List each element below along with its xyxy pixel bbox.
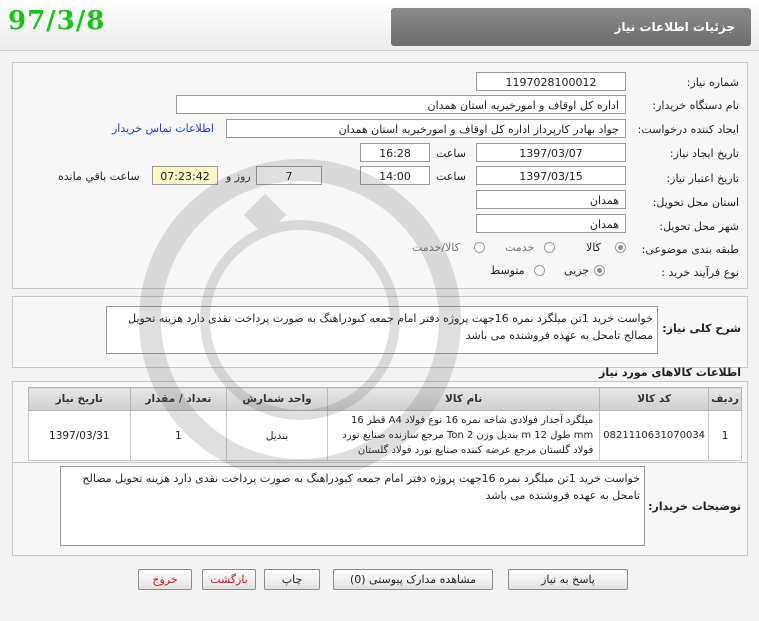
delivery-city-label: شهر محل تحویل:	[659, 220, 739, 233]
category-goods-text: کالا	[586, 241, 601, 254]
category-service-text: خدمت	[505, 241, 535, 254]
reply-button[interactable]: پاسخ به نیاز	[508, 569, 628, 590]
category-service-radio[interactable]	[544, 242, 555, 253]
remaining-time-field: 07:23:42	[152, 166, 218, 185]
process-type-label: نوع فرآیند خرید :	[661, 266, 739, 279]
remaining-days-field: 7	[256, 166, 322, 185]
delivery-city-field: همدان	[476, 214, 626, 233]
back-button[interactable]: بازگشت	[202, 569, 256, 590]
goods-section-title: اطلاعات کالاهای مورد نیاز	[599, 366, 741, 379]
buyer-org-field: اداره کل اوقاف و امورخیریه استان همدان	[176, 95, 626, 114]
announce-date-label: تاریخ ایجاد نیاز:	[669, 147, 739, 160]
col-row: ردیف	[709, 388, 742, 411]
goods-header-row	[29, 388, 742, 411]
category-both-text: کالا/خدمت	[412, 241, 460, 254]
process-medium-radio[interactable]	[534, 265, 545, 276]
cell-unit: بندیل	[227, 411, 328, 461]
date-stamp: 97/3/8	[8, 6, 106, 36]
cell-row: 1	[709, 411, 742, 461]
view-attachments-button[interactable]: مشاهده مدارک پیوستی (0)	[333, 569, 493, 590]
cell-need-date: 1397/03/31	[29, 411, 131, 461]
table-row	[29, 411, 742, 461]
remaining-time-label: ساعت باقي مانده	[58, 170, 140, 183]
cell-code: 0821110631070034	[600, 411, 709, 461]
delivery-province-label: استان محل تحویل:	[652, 196, 739, 209]
valid-time-field: 14:00	[360, 166, 430, 185]
process-minor-radio[interactable]	[594, 265, 605, 276]
print-button[interactable]: چاپ	[264, 569, 320, 590]
buyer-notes-label: توضیحات خریدار:	[648, 500, 741, 513]
days-label: روز و	[226, 170, 251, 183]
process-medium-text: متوسط	[490, 264, 525, 277]
buyer-contact-link[interactable]: اطلاعات تماس خریدار	[112, 122, 214, 135]
summary-label: شرح کلی نیاز:	[662, 322, 741, 335]
cell-quantity: 1	[130, 411, 227, 461]
requester-field: جواد بهادر کارپرداز اداره کل اوقاف و امورخیریه استان همدان	[226, 119, 626, 138]
page-title: جزئیات اطلاعات نیاز	[391, 8, 751, 46]
col-unit: واحد شمارش	[227, 388, 328, 411]
cell-name: میلگرد آجدار فولادی شاخه نمره 16 نوع فولاد A4 قطر 16 mm طول 12 m بندیل وزن 2 Ton مرجع سازنده صنایع نورد فولاد گلستان مرجع عرضه کننده صنایع نورد فولاد گلستان	[327, 411, 599, 461]
category-goods-radio[interactable]	[615, 242, 626, 253]
col-code: کد کالا	[600, 388, 709, 411]
announce-date-field: 1397/03/07	[476, 143, 626, 162]
col-name: نام کالا	[327, 388, 599, 411]
delivery-province-field: همدان	[476, 190, 626, 209]
process-minor-text: جزیی	[564, 264, 590, 277]
buyer-notes-text: خواست خرید 1تن میلگرد نمره 16جهت پروژه دفتر امام جمعه کبودراهنگ به صورت پرداخت نقدی دارد هزینه تحویل مصالح تامحل به عهده فروشنده می باشد	[60, 466, 645, 546]
col-quantity: تعداد / مقدار	[130, 388, 227, 411]
need-number-label: شماره نیاز:	[686, 76, 739, 89]
buyer-org-label: نام دستگاه خریدار:	[652, 99, 739, 112]
valid-time-label: ساعت	[436, 170, 466, 183]
announce-time-field: 16:28	[360, 143, 430, 162]
requester-label: ایجاد کننده درخواست:	[637, 123, 739, 136]
exit-button[interactable]: خروج	[138, 569, 192, 590]
valid-date-label: تاریخ اعتبار نیاز:	[666, 172, 739, 185]
need-number-field: 1197028100012	[476, 72, 626, 91]
category-label: طبقه بندی موضوعی:	[641, 243, 739, 256]
valid-date-field: 1397/03/15	[476, 166, 626, 185]
category-both-radio[interactable]	[474, 242, 485, 253]
summary-text: خواست خرید 1تن میلگرد نمره 16جهت پروژه دفتر امام جمعه کبودراهنگ به صورت پرداخت نقدی دارد هزینه تحویل مصالح تامحل به عهده فروشنده می باشد	[106, 306, 658, 354]
goods-table	[28, 387, 742, 461]
announce-time-label: ساعت	[436, 147, 466, 160]
col-need-date: تاریخ نیاز	[29, 388, 131, 411]
